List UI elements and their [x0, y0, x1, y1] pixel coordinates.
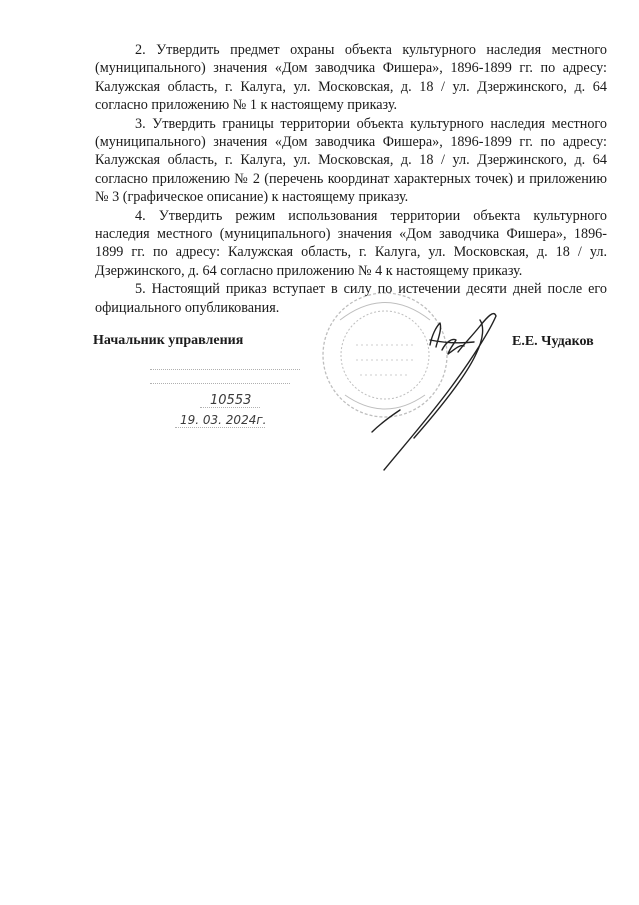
registration-number: 10553 — [210, 393, 252, 408]
paragraph-item-2: 2. Утвердить предмет охраны объекта культурного наследия местного (муниципального) значения «Дом заводчика Фишера», 1896-1899 гг. по адресу: Калужская область, г. Калуга, ул. Московская, д. 18 / ул. Дзержинского, д. 64 согласно приложению № 1 к настоящему приказу. — [95, 42, 607, 114]
handwritten-signature-icon — [372, 314, 496, 470]
document-body — [95, 41, 607, 317]
registration-date: 19. 03. 2024г. — [180, 413, 267, 427]
paragraph-item-4: 4. Утвердить режим использования территории объекта культурного наследия местного (муниципального) значения «Дом заводчика Фишера», 1896-1899 гг. по адресу: Калужская область, г. Калуга, ул. Московская, д. 18 / ул. Дзержинского, д. 64 согласно приложению № 4 к настоящему приказу. — [95, 207, 607, 279]
paragraph-item-5: 5. Настоящий приказ вступает в силу по истечении десяти дней после его официального опубликования. — [95, 281, 607, 316]
paragraph-item-3: 3. Утвердить границы территории объекта культурного наследия местного (муниципального) значения «Дом заводчика Фишера», 1896-1899 гг. по адресу: Калужская область, г. Калуга, ул. Московская, д. 18 / ул. Дзержинского, д. 64 согласно приложению № 2 (перечень координат характерных точек) и приложению № 3 (графическое описание) к настоящему приказу. — [95, 115, 607, 206]
registration-stamp-line — [150, 368, 300, 370]
signatory-position: Начальник управления — [93, 333, 244, 348]
registration-stamp-line — [150, 382, 290, 384]
signatory-name: Е.Е. Чудаков — [512, 334, 594, 349]
